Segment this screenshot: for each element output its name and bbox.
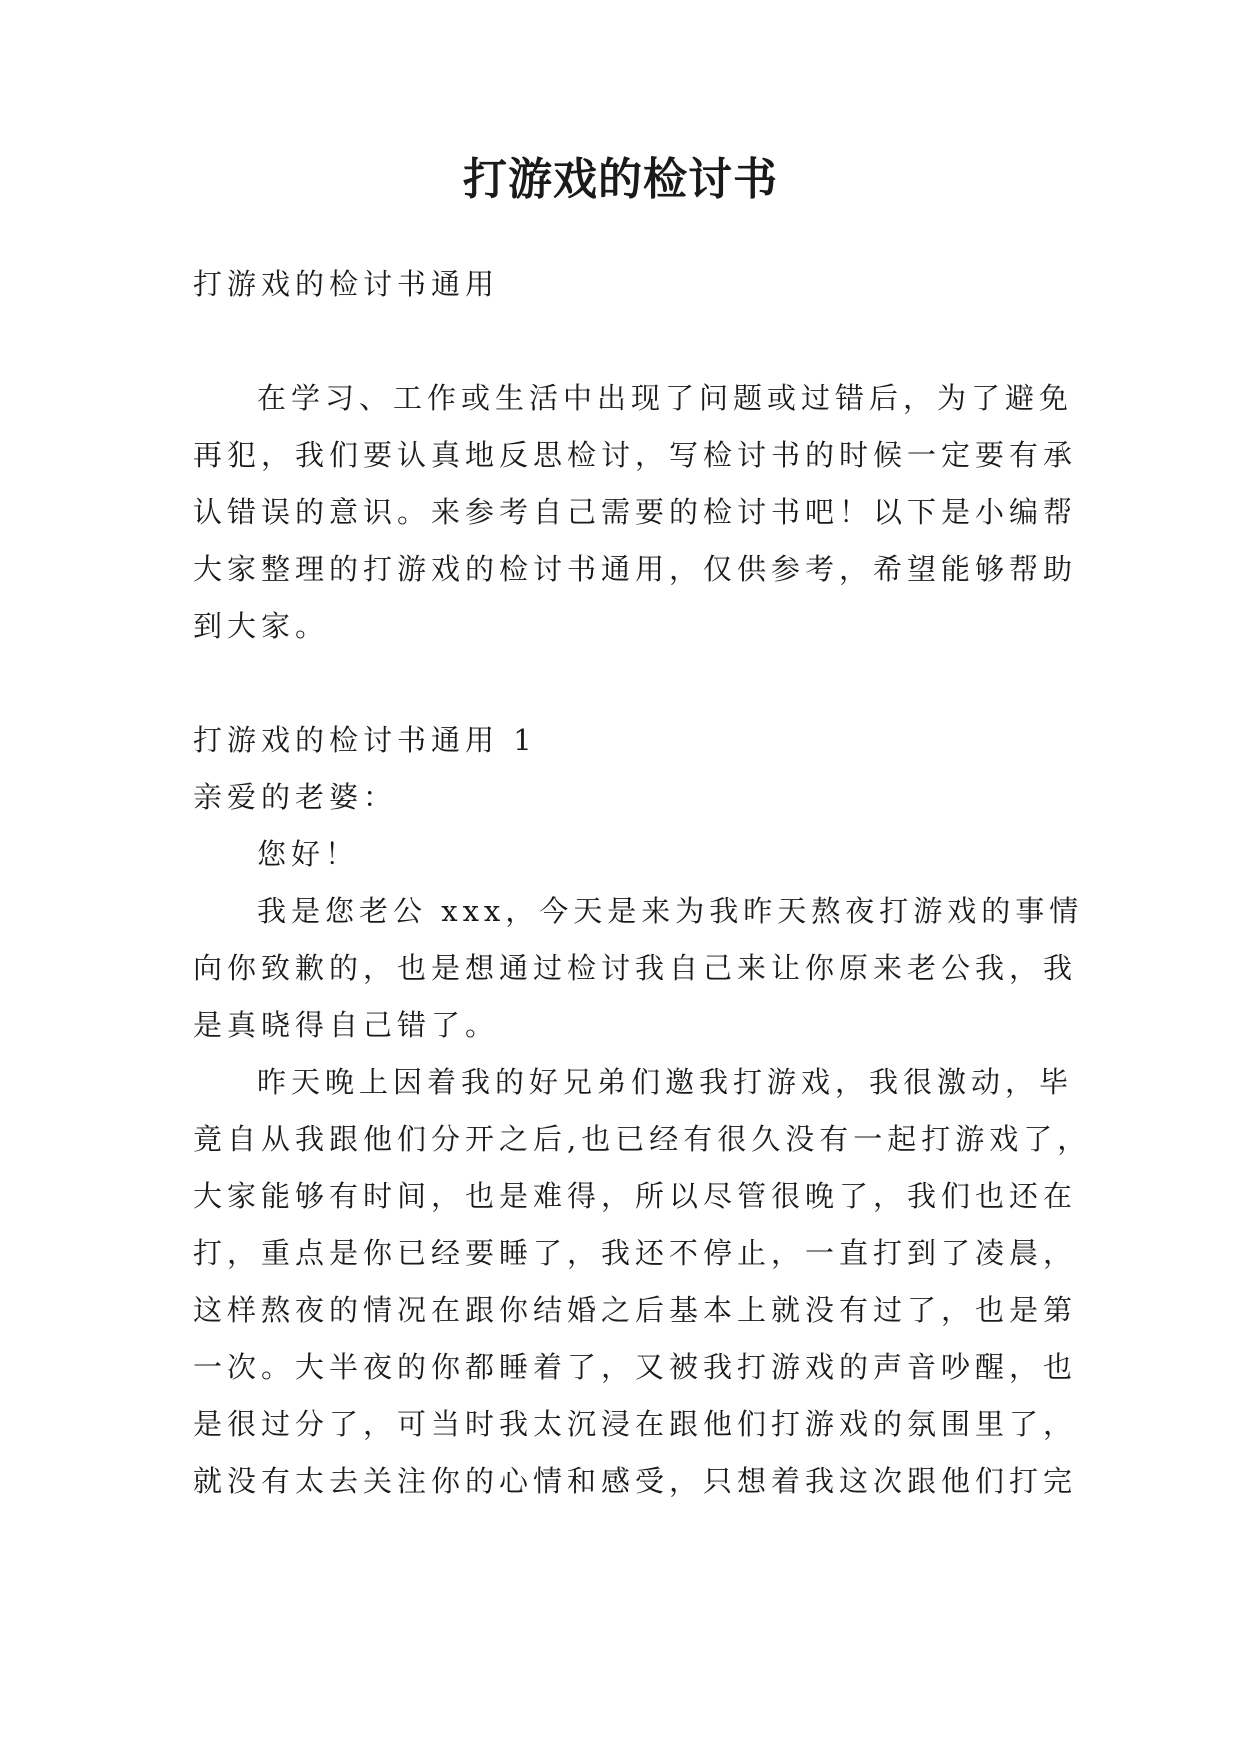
paragraph-line: 向你致歉的，也是想通过检讨我自己来让你原来老公我，我: [193, 951, 1078, 985]
paragraph-line: 竟自从我跟他们分开之后,也已经有很久没有一起打游戏了，: [193, 1122, 1092, 1156]
intro-line: 再犯，我们要认真地反思检讨，写检讨书的时候一定要有承: [193, 438, 1078, 472]
letter-paragraph-1: [193, 883, 1084, 1054]
document-subtitle: 打游戏的检讨书通用: [193, 267, 500, 301]
greeting: 您好！: [257, 837, 360, 871]
paragraph-line: 我是您老公 xxx，今天是来为我昨天熬夜打游戏的事情: [257, 894, 1084, 928]
spacer: [193, 655, 1063, 712]
intro-line: 到大家。: [193, 609, 330, 643]
section-heading: 打游戏的检讨书通用 1: [193, 723, 537, 757]
document-title: 打游戏的检讨书: [463, 154, 778, 205]
paragraph-line: 一次。大半夜的你都睡着了，又被我打游戏的声音吵醒，也: [193, 1350, 1078, 1384]
spacer: [193, 313, 1063, 370]
paragraph-line: 大家能够有时间，也是难得，所以尽管很晚了，我们也还在: [193, 1179, 1078, 1213]
paragraph-line: 就没有太去关注你的心情和感受，只想着我这次跟他们打完: [193, 1464, 1078, 1498]
intro-paragraph: [193, 370, 1078, 655]
salutation: 亲爱的老婆：: [193, 780, 398, 814]
letter-paragraph-2: [193, 1054, 1092, 1510]
paragraph-line: 这样熬夜的情况在跟你结婚之后基本上就没有过了，也是第: [193, 1293, 1078, 1327]
intro-line: 大家整理的打游戏的检讨书通用，仅供参考，希望能够帮助: [193, 552, 1078, 586]
paragraph-line: 昨天晚上因着我的好兄弟们邀我打游戏，我很激动，毕: [257, 1065, 1074, 1099]
intro-line: 认错误的意识。来参考自己需要的检讨书吧！以下是小编帮: [193, 495, 1078, 529]
paragraph-line: 是真晓得自己错了。: [193, 1008, 500, 1042]
paragraph-line: 是很过分了，可当时我太沉浸在跟他们打游戏的氛围里了，: [193, 1407, 1078, 1441]
intro-line: 在学习、工作或生活中出现了问题或过错后，为了避免: [257, 381, 1074, 415]
paragraph-line: 打，重点是你已经要睡了，我还不停止，一直打到了凌晨，: [193, 1236, 1078, 1270]
document-body: [193, 256, 1092, 1510]
